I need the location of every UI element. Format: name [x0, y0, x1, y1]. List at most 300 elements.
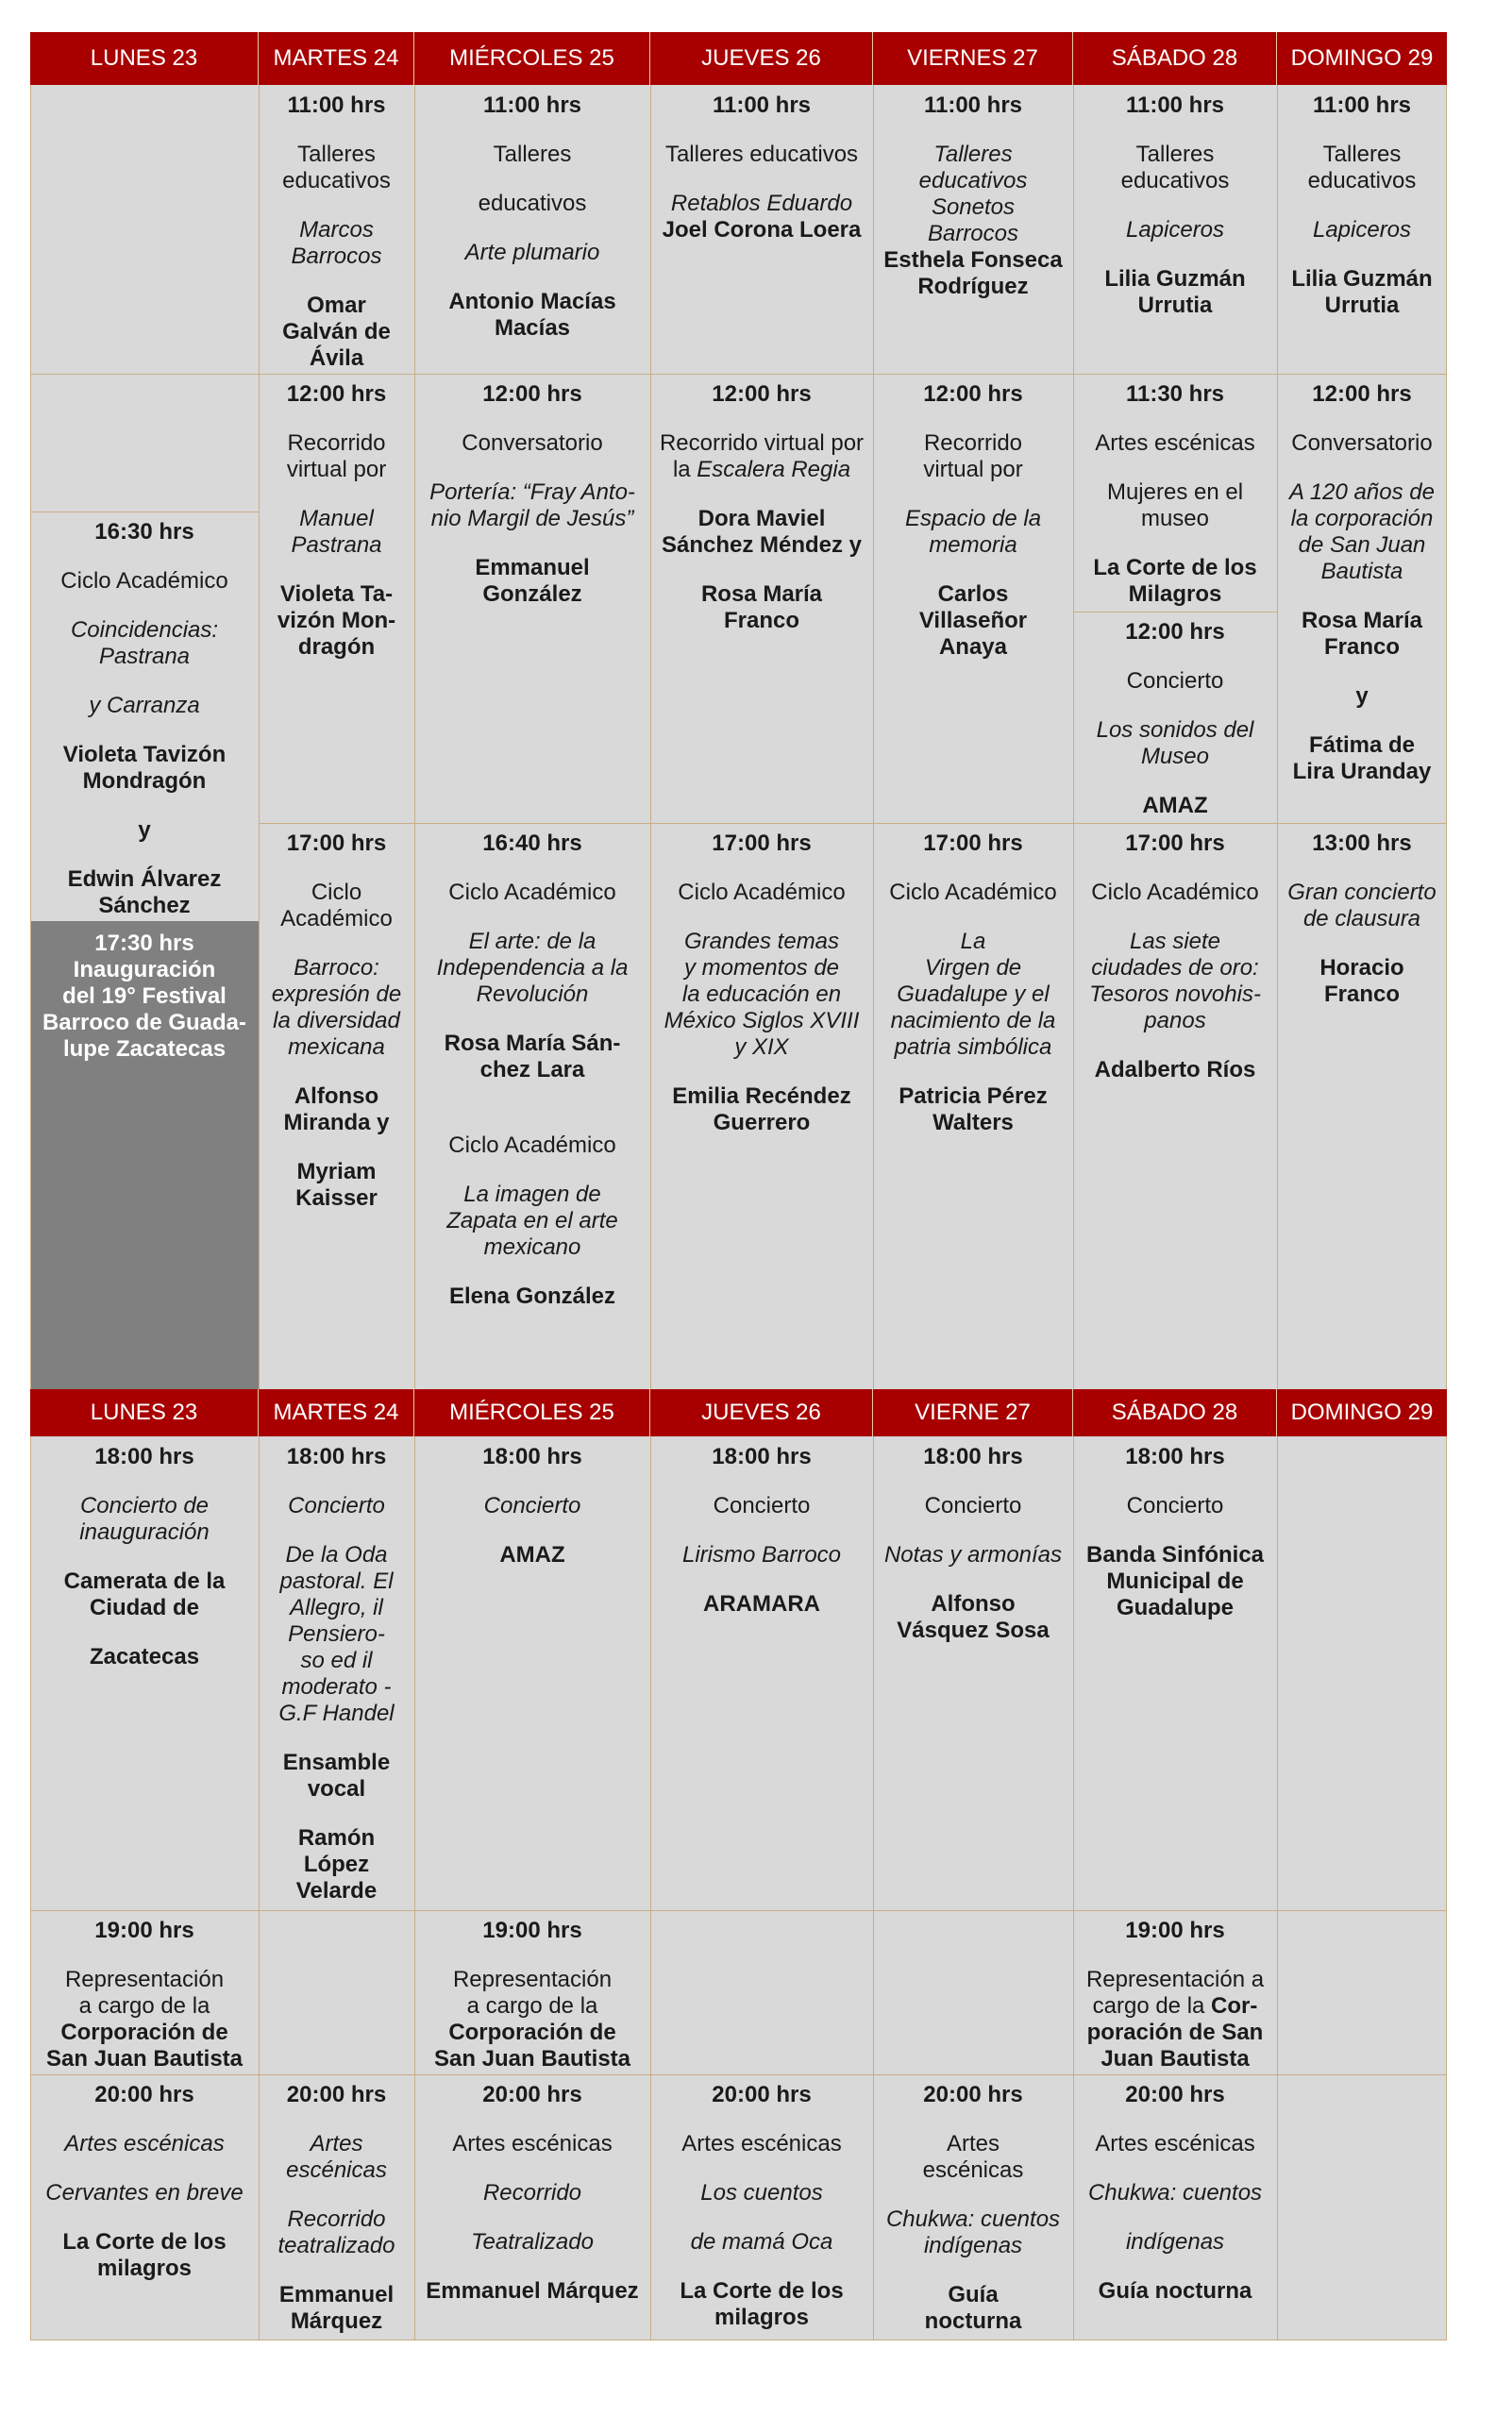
- wed-1100-event: [414, 85, 650, 374]
- event-type: Representación: [452, 1967, 613, 1992]
- event-presenter: chez Lara: [479, 1057, 585, 1082]
- event-type: Concierto: [1126, 668, 1224, 694]
- grid-line: [873, 1436, 874, 2340]
- thu-1700-event: [650, 823, 873, 1389]
- event-type: Concierto: [924, 1493, 1022, 1518]
- grid-line: [30, 85, 31, 1389]
- event-presenter: Guadalupe: [1116, 1595, 1235, 1620]
- tue-2000-event: [259, 2074, 414, 2340]
- event-title: museo: [1140, 506, 1210, 531]
- grid-line: [1277, 1436, 1278, 2340]
- event-presenter: Kaisser: [295, 1185, 378, 1211]
- event-type: Recorrido virtual por: [659, 430, 865, 456]
- event-time: 11:30 hrs: [1125, 381, 1225, 407]
- event-presenter: Miranda y: [283, 1110, 390, 1135]
- fri-1900-empty: [873, 1910, 1073, 2074]
- sun-1100-event: [1277, 85, 1447, 374]
- event-title: Gran concierto: [1287, 880, 1436, 905]
- event-title: nio Margil de Jesús”: [430, 506, 634, 531]
- event-title: A 120 años de: [1289, 479, 1435, 505]
- sat-2000-event: [1073, 2074, 1277, 2340]
- event-title: indígenas: [1125, 2229, 1225, 2255]
- mon-1900-event: [30, 1910, 259, 2074]
- event-time: 19:00 hrs: [482, 1918, 582, 1943]
- day-header-sat: SÁBADO 28: [1073, 32, 1277, 85]
- event-presenter: Alfonso: [931, 1591, 1016, 1617]
- event-type: educativos: [282, 168, 391, 193]
- event-title: mexicano: [483, 1234, 581, 1260]
- event-presenter: Lira Uranday: [1292, 759, 1432, 784]
- event-presenter: López: [303, 1852, 370, 1877]
- event-type: Ciclo: [311, 880, 362, 905]
- event-title: la diversidad: [273, 1008, 400, 1033]
- event-type: Ciclo Académico: [678, 880, 846, 905]
- event-presenter: Rosa María: [1301, 608, 1423, 633]
- event-type: Talleres: [297, 142, 376, 167]
- event-title: Inauguración: [73, 957, 216, 982]
- grid-line: [259, 85, 260, 1389]
- event-title: Independencia a la: [436, 955, 629, 981]
- wed-2000-event: [414, 2074, 650, 2340]
- event-time: 11:00 hrs: [482, 92, 582, 118]
- event-time: 18:00 hrs: [923, 1444, 1023, 1469]
- event-time: 11:00 hrs: [1312, 92, 1412, 118]
- event-presenter: Milagros: [1128, 581, 1222, 607]
- event-time: 12:00 hrs: [286, 381, 387, 407]
- event-time: 20:00 hrs: [923, 2082, 1023, 2107]
- event-type: Artes escénicas: [452, 2131, 613, 2156]
- event-presenter: Urrutia: [1324, 293, 1400, 318]
- event-time: 18:00 hrs: [482, 1444, 582, 1469]
- grid-line: [1073, 1436, 1074, 2340]
- event-time: 16:40 hrs: [482, 830, 582, 856]
- event-type: educativos: [1307, 168, 1417, 193]
- event-presenter: Ensamble: [282, 1750, 391, 1775]
- thu-2000-event: [650, 2074, 873, 2340]
- event-time: 11:00 hrs: [712, 92, 812, 118]
- grid-line: [1073, 85, 1074, 1389]
- event-title: Museo: [1140, 744, 1210, 769]
- event-type-tail: cargo de la: [1092, 1993, 1205, 2019]
- event-time: 17:00 hrs: [712, 830, 812, 856]
- sun-1900-empty: [1277, 1910, 1447, 2074]
- fri-2000-event: [873, 2074, 1073, 2340]
- event-type: Ciclo Académico: [448, 880, 616, 905]
- event-presenter: Zacatecas: [89, 1644, 200, 1669]
- grid-line: [650, 1436, 651, 2340]
- event-presenter: La Corte de los: [1093, 555, 1257, 580]
- event-title: Mujeres en el: [1106, 479, 1244, 505]
- event-type: Talleres educativos: [664, 142, 859, 167]
- event-time: 17:00 hrs: [923, 830, 1023, 856]
- event-presenter: Esthela Fonseca: [883, 247, 1063, 273]
- sat-1800-event: [1073, 1436, 1277, 1910]
- event-title: teatralizado: [277, 2233, 395, 2258]
- event-type: Ciclo Académico: [60, 568, 228, 594]
- event-presenter: Joel Corona Loera: [662, 217, 862, 243]
- event-title: de San Juan: [1298, 532, 1426, 558]
- event-presenter: Villaseñor: [918, 608, 1028, 633]
- event-type: Artes escénicas: [1095, 430, 1255, 456]
- event-presenter: vizón Mon-: [277, 608, 396, 633]
- sun-1800-empty: [1277, 1436, 1447, 1910]
- event-presenter: González: [482, 581, 582, 607]
- event-presenter: La Corte de los: [680, 2278, 844, 2304]
- grid-line: [30, 1910, 1447, 1911]
- event-title: Barrocos: [291, 243, 382, 269]
- event-title: Pastrana: [98, 644, 191, 669]
- event-title: La imagen de: [463, 1182, 601, 1207]
- grid-line: [30, 1436, 31, 2340]
- event-title: y momentos de: [683, 955, 840, 981]
- event-presenter: dragón: [297, 634, 376, 660]
- event-title: Sonetos: [931, 194, 1016, 220]
- event-title: nacimiento de la: [890, 1008, 1056, 1033]
- event-presenter: AMAZ: [499, 1542, 565, 1568]
- event-title: Teatralizado: [471, 2229, 594, 2255]
- event-time: 11:00 hrs: [1125, 92, 1225, 118]
- event-type: escénicas: [922, 2157, 1024, 2183]
- event-presenter: Fátima de: [1308, 732, 1416, 758]
- event-type: Representación a: [1085, 1967, 1265, 1992]
- event-type: Recorrido: [287, 430, 386, 456]
- event-title: Barroco:: [294, 955, 379, 981]
- tue-1900-empty: [259, 1910, 414, 2074]
- event-title: y XIX: [734, 1034, 789, 1060]
- event-presenter: Emmanuel Márquez: [426, 2278, 639, 2304]
- event-time: 20:00 hrs: [286, 2082, 387, 2107]
- event-time: 20:00 hrs: [1125, 2082, 1225, 2107]
- event-presenter: vocal: [307, 1776, 366, 1802]
- event-title: moderato -: [281, 1674, 392, 1700]
- event-title: Los sonidos del: [1096, 717, 1254, 743]
- day-header-fri: VIERNES 27: [873, 32, 1073, 85]
- day-header-fri: VIERNE 27: [873, 1389, 1073, 1436]
- event-type: Ciclo Académico: [889, 880, 1057, 905]
- event-title: Los cuentos: [700, 2180, 823, 2206]
- event-presenter: Guía: [948, 2282, 999, 2307]
- event-title: Las siete: [1129, 929, 1221, 954]
- event-presenter: Violeta Ta-: [279, 581, 394, 607]
- event-presenter: Ciudad de: [89, 1595, 199, 1620]
- event-title: Concierto de: [79, 1493, 210, 1518]
- event-title: Concierto: [288, 1493, 385, 1518]
- event-title: Lirismo Barroco: [681, 1542, 842, 1568]
- event-title: Virgen de: [924, 955, 1022, 981]
- fri-1200-event: [873, 374, 1073, 823]
- event-presenter: nocturna: [924, 2308, 1022, 2334]
- grid-line: [873, 85, 874, 1389]
- event-time: 17:00 hrs: [1125, 830, 1225, 856]
- event-time: 12:00 hrs: [712, 381, 812, 407]
- event-presenter: Sánchez: [98, 893, 191, 918]
- wed-1800-event: [414, 1436, 650, 1910]
- sat-1700-event: [1073, 823, 1277, 1389]
- event-time: 19:00 hrs: [94, 1918, 194, 1943]
- event-title: México Siglos XVIII: [664, 1008, 860, 1033]
- event-time: 12:00 hrs: [1312, 381, 1412, 407]
- event-type: Ciclo Académico: [1091, 880, 1259, 905]
- event-title: escénicas: [286, 2157, 387, 2183]
- day-header-sun: DOMINGO 29: [1277, 1389, 1447, 1436]
- event-type: Artes escénicas: [1095, 2131, 1255, 2156]
- event-type: Representación: [64, 1967, 225, 1992]
- event-time: 19:00 hrs: [1125, 1918, 1225, 1943]
- event-title: Pensiero-: [288, 1621, 385, 1647]
- wed-1200-event: [414, 374, 650, 823]
- event-title: Revolución: [476, 982, 589, 1007]
- event-type: Talleres: [493, 142, 572, 167]
- event-presenter: San Juan Bautista: [433, 2046, 631, 2072]
- sat-1200-event: [1073, 612, 1277, 823]
- event-type: Recorrido: [923, 430, 1023, 456]
- event-type: Conversatorio: [462, 430, 603, 456]
- event-presenter: Juan Bautista: [1100, 2046, 1250, 2072]
- event-presenter: Guía nocturna: [1098, 2278, 1252, 2304]
- event-title: Marcos: [299, 217, 374, 243]
- event-type: educativos: [478, 191, 587, 216]
- event-time: 20:00 hrs: [712, 2082, 812, 2107]
- grid-line: [1446, 85, 1447, 1389]
- day-header-mon: LUNES 23: [30, 1389, 259, 1436]
- grid-line: [650, 85, 651, 1389]
- sun-1200-event: [1277, 374, 1447, 823]
- event-presenter: Márquez: [290, 2308, 383, 2334]
- event-title: Zapata en el arte: [446, 1208, 618, 1233]
- event-presenter: Franco: [1323, 634, 1400, 660]
- day-header-wed: MIÉRCOLES 25: [414, 1389, 650, 1436]
- event-title: Lapiceros: [1312, 217, 1412, 243]
- event-time: 18:00 hrs: [1125, 1444, 1225, 1469]
- event-presenter: Ramón: [297, 1825, 376, 1851]
- event-presenter: Camerata de la: [63, 1569, 226, 1594]
- event-type: Artes: [946, 2131, 1000, 2156]
- event-presenter: Violeta Tavizón: [62, 742, 227, 767]
- event-title: Recorrido: [287, 2206, 386, 2232]
- event-presenter: Urrutia: [1137, 293, 1213, 318]
- event-title: Recorrido: [482, 2180, 582, 2206]
- event-title: Bautista: [1320, 559, 1403, 584]
- event-type: Talleres: [1135, 142, 1215, 167]
- day-header-sun: DOMINGO 29: [1277, 32, 1447, 85]
- wed-1640-event: [414, 823, 650, 1389]
- event-presenter: Emmanuel: [278, 2282, 395, 2307]
- day-header-tue: MARTES 24: [259, 1389, 414, 1436]
- event-time: 11:00 hrs: [287, 92, 386, 118]
- event-presenter: Elena González: [448, 1284, 616, 1309]
- event-title: Artes escénicas: [64, 2131, 225, 2156]
- event-title: indígenas: [923, 2233, 1023, 2258]
- event-title: G.F Handel: [278, 1701, 395, 1726]
- event-title: ciudades de oro:: [1091, 955, 1259, 981]
- event-title: Artes: [310, 2131, 363, 2156]
- event-title: de mamá Oca: [690, 2229, 833, 2255]
- event-title: De la Oda: [285, 1542, 388, 1568]
- event-presenter: Omar: [307, 293, 366, 318]
- event-type: virtual por: [286, 457, 387, 482]
- event-presenter: Franco: [723, 608, 799, 633]
- event-title: Lapiceros: [1125, 217, 1225, 243]
- day-header-tue: MARTES 24: [259, 32, 414, 85]
- event-title: Espacio de la: [904, 506, 1042, 531]
- event-presenter: Edwin Álvarez: [67, 866, 222, 892]
- mon-1630-event: [30, 512, 259, 921]
- event-presenter: Cor-: [1211, 1993, 1258, 2019]
- event-title: Pastrana: [291, 532, 382, 558]
- event-presenter: Horacio: [1319, 955, 1404, 981]
- event-type: a cargo de la: [78, 1993, 210, 2019]
- event-type-prefix: la: [672, 457, 691, 482]
- event-presenter: Anaya: [938, 634, 1008, 660]
- event-presenter: Dora Maviel: [697, 506, 826, 531]
- grid-line: [414, 1436, 415, 2340]
- tue-1100-event: [259, 85, 414, 374]
- event-title: Concierto: [483, 1493, 581, 1518]
- event-presenter: poración de San: [1086, 2020, 1264, 2045]
- event-title: la corporación: [1290, 506, 1434, 531]
- tue-1700-event: [259, 823, 414, 1389]
- wed-1900-event: [414, 1910, 650, 2074]
- event-presenter: Vásquez Sosa: [897, 1618, 1050, 1643]
- fri-1800-event: [873, 1436, 1073, 1910]
- event-presenter: Lilia Guzmán: [1291, 266, 1433, 292]
- event-time: 12:00 hrs: [1125, 619, 1225, 645]
- event-type: [654, 457, 869, 483]
- fri-1100-event: [873, 85, 1073, 374]
- event-title: la educación en: [681, 982, 842, 1007]
- event-presenter: Myriam: [296, 1159, 377, 1184]
- event-presenter: Guerrero: [713, 1110, 811, 1135]
- event-time: 20:00 hrs: [482, 2082, 582, 2107]
- event-presenter: Mondragón: [82, 768, 207, 794]
- event-type: Artes escénicas: [681, 2131, 842, 2156]
- event-presenter: San Juan Bautista: [45, 2046, 244, 2072]
- event-time: 17:30 hrs: [94, 931, 194, 956]
- event-type: Concierto: [1126, 1493, 1224, 1518]
- event-title: expresión de: [271, 982, 402, 1007]
- event-title: Allegro, il: [290, 1595, 383, 1620]
- event-presenter: Carlos: [937, 581, 1009, 607]
- event-title: de clausura: [1302, 906, 1421, 931]
- grid-line: [30, 2074, 1447, 2075]
- event-presenter: Macías: [494, 315, 571, 341]
- mon-2000-event: [30, 2074, 259, 2340]
- event-title: Escalera Regia: [697, 457, 851, 482]
- day-header-wed: MIÉRCOLES 25: [414, 32, 650, 85]
- mon-1730-inauguration: [30, 921, 259, 1389]
- event-conjunction: y: [138, 817, 151, 843]
- event-title: Barroco de Guada-: [42, 1010, 247, 1035]
- event-presenter: Franco: [1323, 982, 1400, 1007]
- event-presenter: Municipal de: [1106, 1569, 1244, 1594]
- thu-1900-empty: [650, 1910, 873, 2074]
- grid-line: [1446, 1436, 1447, 2340]
- event-presenter: Lilia Guzmán: [1104, 266, 1246, 292]
- thu-1800-event: [650, 1436, 873, 1910]
- event-type: [1077, 1993, 1273, 2020]
- event-title: Portería: “Fray Anto-: [429, 479, 635, 505]
- day-header-thu: JUEVES 26: [650, 32, 873, 85]
- day-header-thu: JUEVES 26: [650, 1389, 873, 1436]
- sat-1900-event: [1073, 1910, 1277, 2074]
- event-time: 17:00 hrs: [286, 830, 387, 856]
- grid-line: [30, 374, 1447, 375]
- event-type: Talleres: [1322, 142, 1402, 167]
- event-time: 13:00 hrs: [1312, 830, 1412, 856]
- sun-1300-event: [1277, 823, 1447, 1389]
- sun-2000-empty: [1277, 2074, 1447, 2340]
- event-title: pastoral. El: [279, 1569, 394, 1594]
- event-time: 12:00 hrs: [482, 381, 582, 407]
- event-presenter: La Corte de los: [62, 2229, 227, 2255]
- event-presenter: Rosa María Sán-: [444, 1031, 621, 1056]
- event-time: 12:00 hrs: [923, 381, 1023, 407]
- event-title: Grandes temas: [683, 929, 840, 954]
- event-title: Arte plumario: [464, 240, 600, 265]
- event-type: Concierto: [713, 1493, 811, 1518]
- event-type: a cargo de la: [466, 1993, 598, 2019]
- event-title: Coincidencias:: [70, 617, 219, 643]
- event-conjunction: y: [1355, 683, 1369, 709]
- grid-line: [1277, 85, 1278, 1389]
- event-presenter: AMAZ: [1142, 793, 1208, 818]
- event-presenter: Velarde: [295, 1878, 378, 1904]
- event-presenter: Ávila: [309, 345, 364, 371]
- event-title: Manuel: [299, 506, 374, 531]
- tue-1200-event: [259, 374, 414, 823]
- event-title: mexicana: [288, 1034, 385, 1060]
- event-presenter: Patricia Pérez: [899, 1083, 1048, 1109]
- event-presenter: Banda Sinfónica: [1085, 1542, 1265, 1568]
- event-title: lupe Zacatecas: [62, 1036, 227, 1062]
- event-title: del 19° Festival: [62, 983, 227, 1009]
- event-title: Chukwa: cuentos: [1087, 2180, 1263, 2206]
- event-title: educativos: [918, 168, 1028, 193]
- event-presenter: ARAMARA: [703, 1591, 820, 1617]
- sat-1100-event: [1073, 85, 1277, 374]
- event-title: El arte: de la: [468, 929, 596, 954]
- event-presenter: Corporación de: [448, 2020, 616, 2045]
- event-presenter: Antonio Macías: [448, 289, 616, 314]
- event-title: Notas y armonías: [883, 1542, 1063, 1568]
- event-presenter: Rodríguez: [917, 274, 1029, 299]
- event-presenter: Adalberto Ríos: [1094, 1057, 1256, 1082]
- event-presenter: Walters: [932, 1110, 1014, 1135]
- event-title: La: [960, 929, 986, 954]
- grid-line: [259, 823, 1447, 824]
- event-presenter: Rosa María: [700, 581, 823, 607]
- event-title: Barrocos: [927, 221, 1019, 246]
- event-title: y Carranza: [89, 693, 200, 718]
- event-title: patria simbólica: [894, 1034, 1052, 1060]
- event-presenter: Sánchez Méndez y: [661, 532, 863, 558]
- thu-1100-event: [650, 85, 873, 374]
- day-header-mon: LUNES 23: [30, 32, 259, 85]
- thu-1200-event: [650, 374, 873, 823]
- event-type: Conversatorio: [1291, 430, 1433, 456]
- event-type: virtual por: [923, 457, 1023, 482]
- sat-1130-event: [1073, 374, 1277, 612]
- event-type: educativos: [1120, 168, 1230, 193]
- event-presenter: Galván de: [282, 319, 391, 344]
- mon-empty-cell: [30, 85, 259, 512]
- event-time: 20:00 hrs: [94, 2082, 194, 2107]
- event-title: Cervantes en breve: [45, 2180, 244, 2206]
- day-header-sat: SÁBADO 28: [1073, 1389, 1277, 1436]
- fri-1700-event: [873, 823, 1073, 1389]
- event-title: Guadalupe y el: [897, 982, 1050, 1007]
- grid-line: [259, 1436, 260, 2340]
